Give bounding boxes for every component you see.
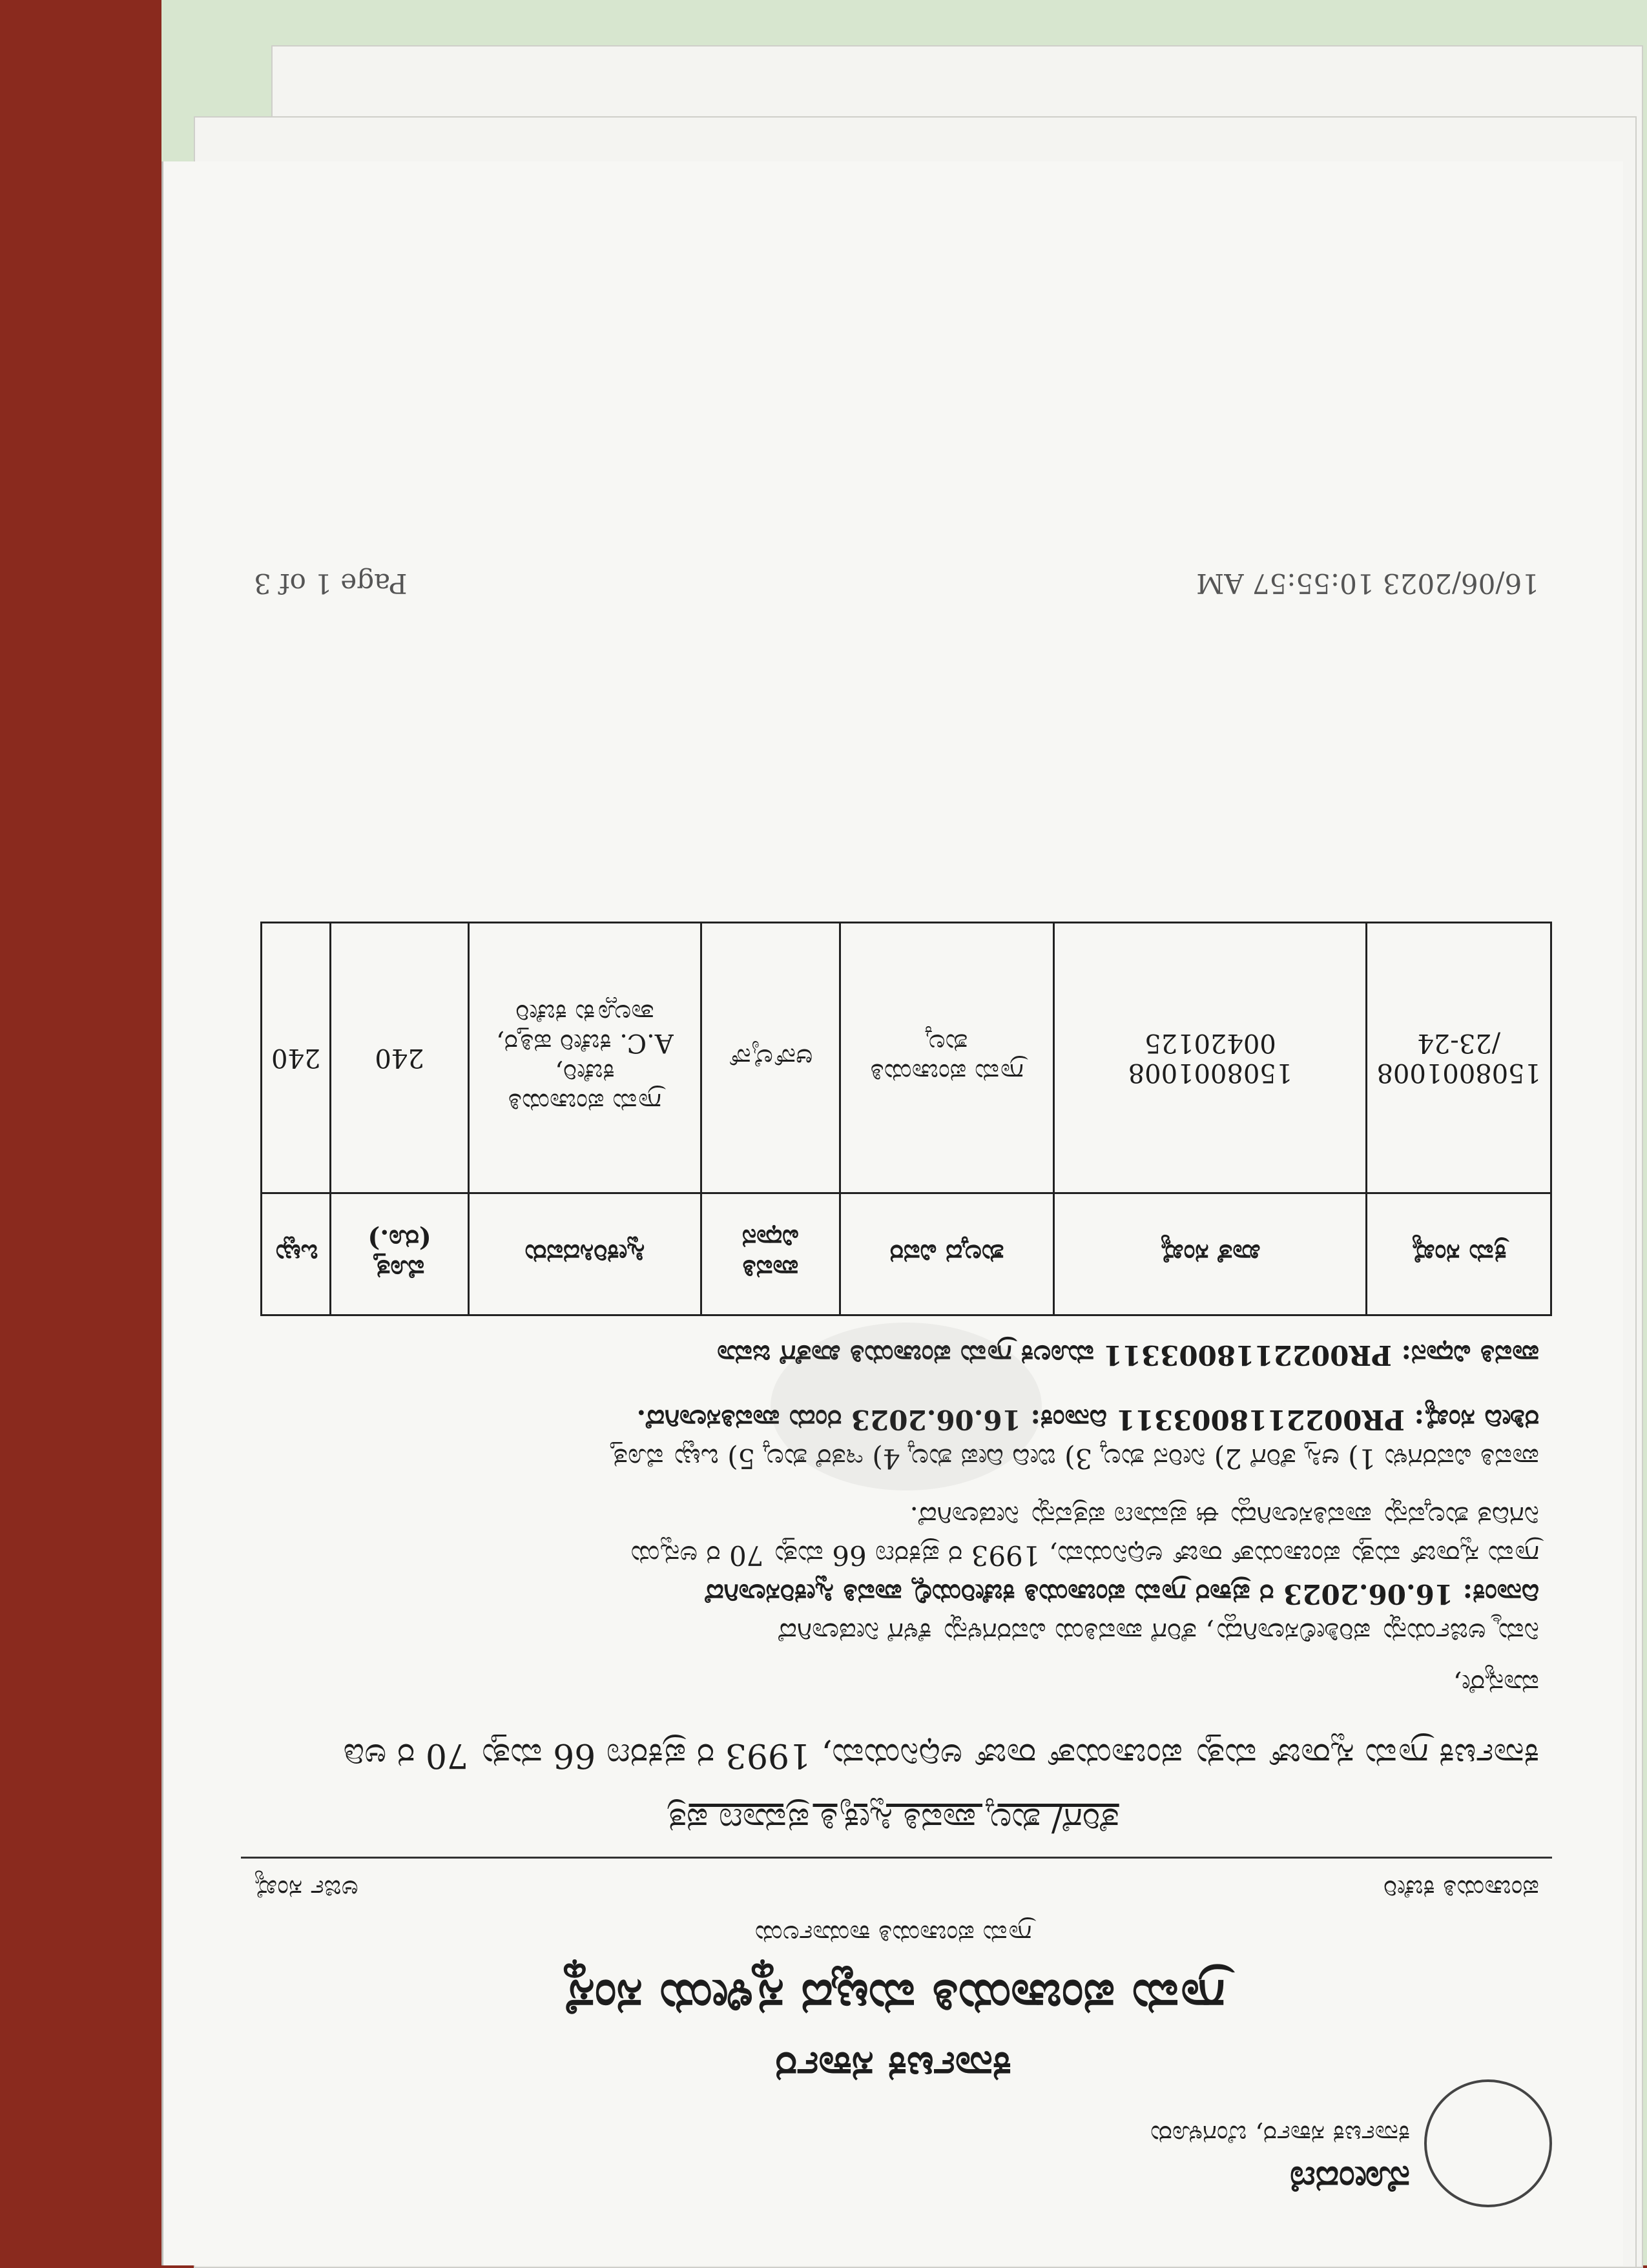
para2-line2: ರಶೀದಿ ಸಂಖ್ಯೆ: PR0022118003311 ದಿನಾಂಕ: 16.06.2023 ರಂದು ಪಾವತಿಸಲಾಗಿದೆ. — [636, 1404, 1539, 1436]
header-mode: ಪಾವತಿ ವಿಧಾನ — [701, 1193, 840, 1315]
government-title: ಕರ್ನಾಟಕ ಸರ್ಕಾರ — [775, 2043, 1011, 2091]
header-receiver: ಸ್ವೀಕರಿಸಿದವರು — [468, 1193, 701, 1315]
office-title: ಗ್ರಾಮ ಪಂಚಾಯತಿ ಮಟ್ಟದ ಸ್ಥಳೀಯ ಸಂಸ್ಥೆ — [561, 1969, 1225, 2026]
cell-receiver — [468, 923, 701, 1193]
office-line: ಗ್ರಾಮ ಪಂಚಾಯತಿ ಕಾರ್ಯಾಲಯ — [754, 1919, 1032, 1949]
salutation: ಮಾನ್ಯರೇ, — [1453, 1669, 1539, 1700]
para1-line1: ನಿಮ್ಮ ಅರ್ಜಿಯನ್ನು ಪರಿಶೀಲಿಸಲಾಗಿದ್ದು, ತೆರಿಗೆ ಪಾವತಿಯ ವಿವರಗಳನ್ನು ಕೆಳಗೆ ನೀಡಲಾಗಿದೆ — [778, 1617, 1539, 1649]
government-emblem-icon — [1424, 2079, 1552, 2207]
header-serial: ಕ್ರಮ ಸಂಖ್ಯೆ — [1367, 1193, 1551, 1315]
cell-description: ಗ್ರಾಮ ಪಂಚಾಯತಿ ಶುಲ್ಕ — [840, 923, 1054, 1193]
act-line: ಕರ್ನಾಟಕ ಗ್ರಾಮ ಸ್ವರಾಜ್ ಮತ್ತು ಪಂಚಾಯತ್ ರಾಜ್ ಅಧಿನಿಯಮ, 1993 ರ ಪ್ರಕರಣ 66 ಮತ್ತು 70 ರ ಅಡಿ — [343, 1736, 1539, 1775]
department-name: ನೋಂದಣಿ — [1290, 2158, 1410, 2201]
header-total: ಒಟ್ಟು — [262, 1193, 331, 1315]
subject-line: ತೆರಿಗೆ/ ಶುಲ್ಕ ಪಾವತಿ ಸ್ವೀಕೃತಿ ಪ್ರಮಾಣ ಪತ್ರ — [667, 1800, 1119, 1839]
cell-mode: ಆನ್‌ಲೈನ್ — [701, 923, 840, 1193]
serial-sub-value: /23-24 — [1417, 1028, 1501, 1058]
header-divider — [241, 1857, 1552, 1859]
para1-line4: ನಿಗದಿತ ಶುಲ್ಕವನ್ನು ಪಾವತಿಸಲಾಗಿದ್ದು ಈ ಪ್ರಮಾಣ ಪತ್ರವನ್ನು ನೀಡಲಾಗಿದೆ. — [909, 1501, 1539, 1532]
para1-line2: ದಿನಾಂಕ: 16.06.2023 ರ ಪ್ರಕಾರ ಗ್ರಾಮ ಪಂಚಾಯತಿ ಕಚೇರಿಯಲ್ಲಿ ಪಾವತಿ ಸ್ವೀಕರಿಸಲಾಗಿದೆ — [705, 1578, 1539, 1610]
department-location: ಕರ್ನಾಟಕ ಸರ್ಕಾರ, ಬೆಂಗಳೂರು — [1150, 2119, 1410, 2149]
office-left-label: ಪಂಚಾಯತಿ ಕಚೇರಿ — [1383, 1874, 1539, 1904]
office-right-label: ಅರ್ಜಿ ಸಂಖ್ಯೆ — [254, 1874, 358, 1904]
para2-line1: ಪಾವತಿ ವಿವರಗಳು 1) ಆಸ್ತಿ ತೆರಿಗೆ 2) ನೀರಿನ ಶುಲ್ಕ 3) ಬೀದಿ ದೀಪ ಶುಲ್ಕ 4) ಇತರೆ ಶುಲ್ಕ 5) ಒಟ್ಟು ಮೊತ್ತ — [611, 1443, 1539, 1474]
receiver-line1: ಗ್ರಾಮ ಪಂಚಾಯತಿ ಕಚೇರಿ, — [508, 1058, 661, 1117]
fee-table — [260, 922, 1552, 1316]
cell-serial — [1367, 923, 1551, 1193]
header-description: ಶುಲ್ಕದ ವಿವರ — [840, 1193, 1054, 1315]
header-account: ಖಾತೆ ಸಂಖ್ಯೆ — [1054, 1193, 1367, 1315]
receipt-line: ಪಾವತಿ ವಿಧಾನ: PR0022118003311 ಮೂಲಕ ಗ್ರಾಮ ಪಂಚಾಯತಿ ಖಾತೆಗೆ ಜಮಾ — [717, 1339, 1539, 1371]
footer-page-number: Page 1 of 3 — [254, 568, 408, 599]
para1-line3: ಗ್ರಾಮ ಸ್ವರಾಜ್ ಮತ್ತು ಪಂಚಾಯತ್ ರಾಜ್ ಅಧಿನಿಯಮ, 1993 ರ ಪ್ರಕರಣ 66 ಮತ್ತು 70 ರ ಅನ್ವಯ — [630, 1540, 1539, 1571]
serial-value: 1508001008 — [1376, 1058, 1541, 1088]
table-header-row — [262, 1193, 1551, 1315]
stamp-smudge — [771, 1323, 1042, 1490]
cell-account: 1508001008 00420125 — [1054, 923, 1367, 1193]
footer-timestamp: 16/06/2023 10:55:57 AM — [1196, 568, 1539, 599]
upside-down-content — [163, 161, 1623, 2265]
cell-total: 240 — [262, 923, 331, 1193]
cell-amount: 240 — [331, 923, 468, 1193]
document-page — [161, 161, 1623, 2265]
receiver-line2: A.C. ಕಚೇರಿ ಹತ್ತಿರ, — [496, 1028, 674, 1058]
header-amount: ಮೊತ್ತ (ರೂ.) — [331, 1193, 468, 1315]
receiver-line3: ತಾಲ್ಲೂಕು ಕಚೇರಿ — [515, 998, 654, 1028]
table-row — [262, 923, 1551, 1193]
